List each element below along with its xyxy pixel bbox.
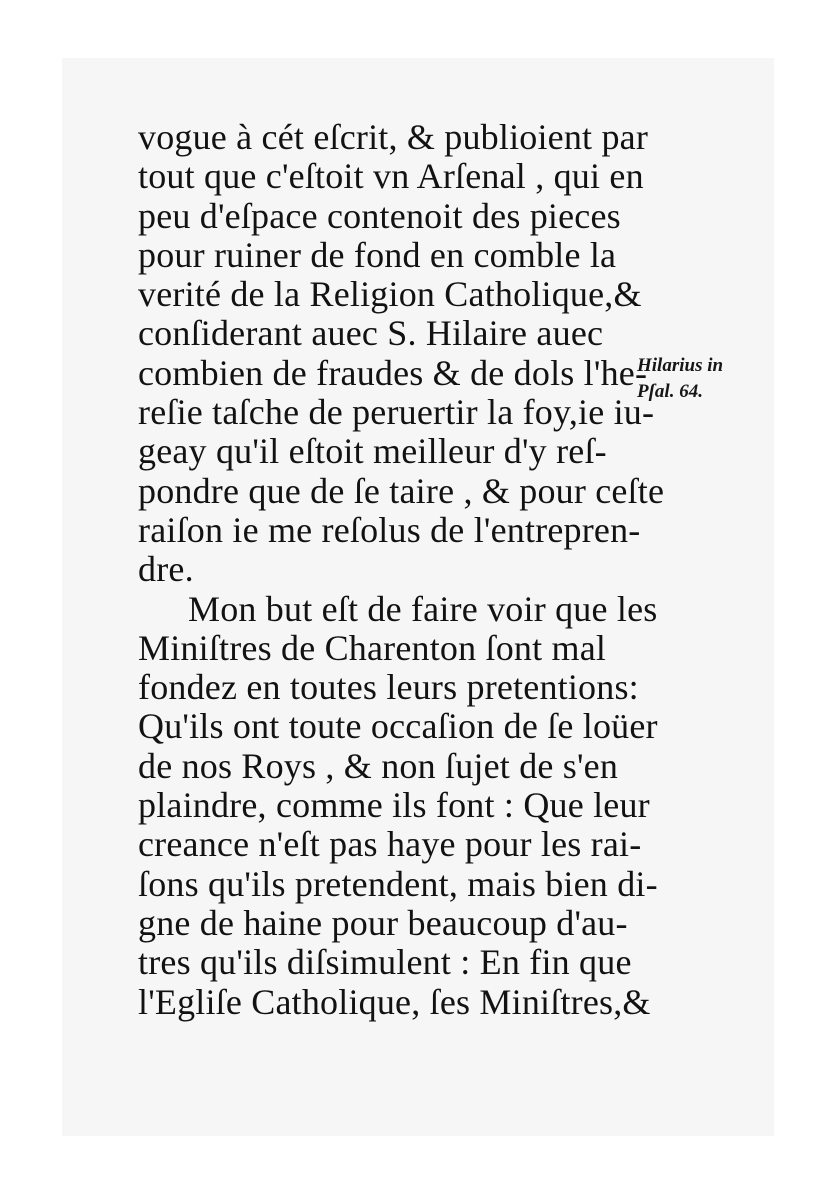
text-line: raiſon ie me reſolus de l'entrepren- — [138, 509, 641, 550]
text-line: conſiderant auec S. Hilaire auec — [138, 313, 604, 354]
text-line: gne de haine pour beaucoup d'au- — [138, 902, 628, 943]
text-line: pour ruiner de fond en comble la — [138, 234, 617, 275]
text-line: Mon but eſt de faire voir que les — [188, 588, 658, 629]
text-line: ſons qu'ils pretendent, mais bien di- — [138, 863, 658, 904]
text-line: peu d'eſpace contenoit des pieces — [138, 195, 621, 236]
text-line: plaindre, comme ils font : Que leur — [138, 785, 650, 826]
text-line: pondre que de ſe taire , & pour ceſte — [138, 470, 665, 511]
text-line: Qu'ils ont toute occaſion de ſe loüer — [138, 706, 658, 747]
text-line: geay qu'il eſtoit meilleur d'y reſ- — [138, 431, 607, 472]
text-line: combien de fraudes & de dols l'he- — [138, 352, 648, 393]
body-text — [138, 117, 665, 1022]
text-line: fondez en toutes leurs pretentions: — [138, 667, 639, 708]
text-line: reſie taſche de peruertir la foy,ie iu- — [138, 392, 655, 433]
text-line: tout que c'eſtoit vn Arſenal , qui en — [138, 156, 644, 197]
text-line: Miniſtres de Charenton ſont mal — [138, 627, 607, 668]
text-line: vogue à cét eſcrit, & publioient par — [138, 117, 649, 157]
text-line: l'Egliſe Catholique, ſes Miniſtres,& — [138, 981, 651, 1022]
text-line: verité de la Religion Catholique,& — [138, 274, 642, 315]
paragraph-2 — [138, 588, 658, 1022]
text-line: tres qu'ils diſsimulent : En fin que — [138, 942, 632, 983]
margin-note-reference: Hilarius in — [637, 355, 724, 376]
margin-note-reference-continued: Pſal. 64. — [637, 381, 703, 402]
text-line: dre. — [138, 549, 194, 590]
text-line: creance n'eſt pas haye pour les rai- — [138, 824, 642, 865]
paragraph-1 — [138, 117, 665, 590]
text-line: de nos Roys , & non ſujet de s'en — [138, 745, 619, 786]
